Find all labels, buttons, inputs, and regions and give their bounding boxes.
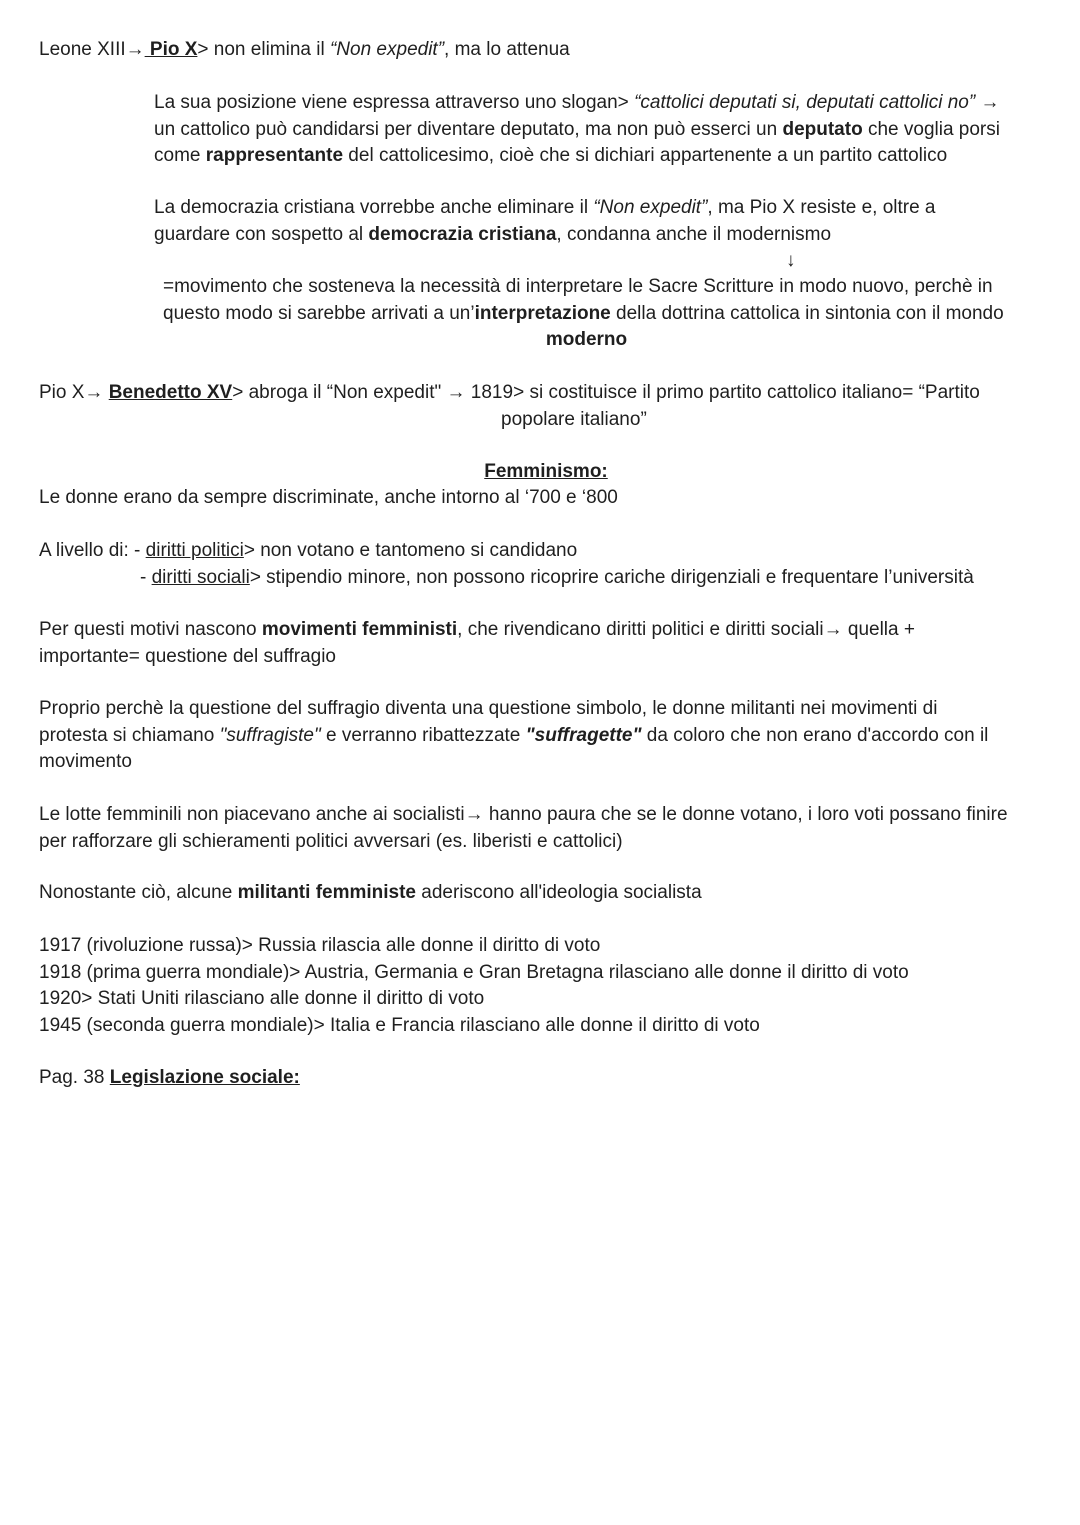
text: del cattolicesimo, cioè che si dichiari appartenente a un partito cattolico <box>343 145 948 166</box>
text: , che rivendicano diritti politici e diritti sociali→ quella + <box>457 619 915 640</box>
paragraph-movimenti <box>39 617 1056 670</box>
bold-term: movimenti femministi <box>261 619 458 640</box>
paragraph-benedetto-xv <box>39 380 1056 433</box>
text: per rafforzare gli schieramenti politici avversari (es. liberisti e cattolici) <box>39 830 623 852</box>
bold-italic-term: "suffragette" <box>525 724 642 746</box>
bold-term: moderno <box>545 329 628 350</box>
down-arrow-icon: ↓ <box>786 250 796 271</box>
non-expedit-label: “Non expedit” <box>329 39 445 60</box>
text: popolare italiano” <box>501 408 647 430</box>
list-diritti <box>39 538 1056 591</box>
non-expedit-label: “Non expedit” <box>593 197 708 218</box>
text: e verranno ribattezzate <box>320 724 526 746</box>
paragraph-socialisti <box>39 802 1080 855</box>
text: guardare con sospetto al <box>154 223 369 245</box>
section-heading: Legislazione sociale: <box>109 1067 300 1088</box>
timeline-item: 1917 (rivoluzione russa)> Russia rilascia alle donne il diritto di voto <box>39 935 601 956</box>
text: > non votano e tantomeno si candidano <box>243 540 578 561</box>
text: questo modo si sarebbe arrivati a un’ <box>163 302 475 324</box>
text: Nonostante ciò, alcune <box>39 882 238 903</box>
bold-term: militanti femministe <box>237 882 416 903</box>
slogan-quote: “cattolici deputati si, deputati cattolici no” <box>634 92 976 113</box>
bold-term: rappresentante <box>205 145 344 166</box>
text: importante= questione del suffragio <box>39 645 336 667</box>
paragraph-modernismo <box>163 274 1050 354</box>
list-item-label: diritti sociali <box>151 566 250 588</box>
timeline-item: 1918 (prima guerra mondiale)> Austria, Germania e Gran Bretagna rilasciano alle donne il diritto di voto <box>39 961 909 983</box>
paragraph-slogan <box>154 90 1050 170</box>
text: La democrazia cristiana vorrebbe anche eliminare il <box>154 197 594 218</box>
list-item-label: diritti politici <box>145 540 244 561</box>
text: Le donne erano da sempre discriminate, anche intorno al ‘700 e ‘800 <box>39 487 618 508</box>
paragraph-pio-x <box>39 37 1056 64</box>
text: Per questi motivi nascono <box>39 619 262 640</box>
text: movimento <box>39 751 132 772</box>
paragraph-legislazione <box>39 1065 1056 1092</box>
italic-term: "suffragiste" <box>219 724 321 746</box>
text: - <box>140 566 152 588</box>
text: Le lotte femminili non piacevano anche ai socialisti→ hanno paura che se le donne votano, i loro voti possano finire <box>39 804 1008 825</box>
text: Pag. 38 <box>39 1067 110 1088</box>
bold-term: interpretazione <box>474 302 611 324</box>
section-heading: Femminismo: <box>484 461 608 482</box>
text: che voglia porsi <box>862 118 1000 140</box>
heading-femminismo <box>0 459 1080 486</box>
bold-term: democrazia cristiana <box>368 223 557 245</box>
text: Leone XIII→ <box>39 39 145 60</box>
paragraph-militanti <box>39 880 1056 907</box>
benedetto-xv-label: Benedetto XV <box>108 382 233 403</box>
timeline-item: 1945 (seconda guerra mondiale)> Italia e Francia rilasciano alle donne il diritto di voto <box>39 1014 760 1036</box>
timeline-item: 1920> Stati Uniti rilasciano alle donne il diritto di voto <box>39 988 485 1009</box>
text: , condanna anche il modernismo <box>556 223 832 245</box>
text: della dottrina cattolica in sintonia con il mondo <box>610 302 1004 324</box>
text: aderiscono all'ideologia socialista <box>416 882 702 903</box>
bold-term: deputato <box>782 118 863 140</box>
text: La sua posizione viene espressa attraverso uno slogan> <box>154 92 635 113</box>
text: =movimento che sosteneva la necessità di interpretare le Sacre Scritture in modo nuovo, perchè in <box>163 276 993 297</box>
text: > stipendio minore, non possono ricoprire cariche dirigenziali e frequentare l’università <box>249 566 974 588</box>
text: da coloro che non erano d'accordo con il <box>641 724 989 746</box>
text: come <box>154 145 206 166</box>
text: protesta si chiamano <box>39 724 220 746</box>
text: > abroga il “Non expedit" → 1819> si costituisce il primo partito cattolico italiano= “Partito <box>232 382 980 403</box>
timeline-diritto-di-voto <box>39 933 1056 1039</box>
text: A livello di: - <box>39 540 146 561</box>
text: → <box>975 92 1000 113</box>
text: , ma Pio X resiste e, oltre a <box>707 197 936 218</box>
paragraph-democrazia-cristiana <box>154 195 1050 248</box>
text: > non elimina il <box>197 39 330 60</box>
paragraph-suffragiste <box>39 696 1056 776</box>
text: un cattolico può candidarsi per diventare deputato, ma non può esserci un <box>154 118 783 140</box>
text: Pio X→ <box>39 382 109 403</box>
text: Proprio perchè la questione del suffragio diventa una questione simbolo, le donne militanti nei movimenti di <box>39 698 938 719</box>
text: , ma lo attenua <box>444 39 570 60</box>
paragraph-discriminazione <box>39 485 1056 512</box>
pio-x-label: Pio X <box>144 39 198 60</box>
